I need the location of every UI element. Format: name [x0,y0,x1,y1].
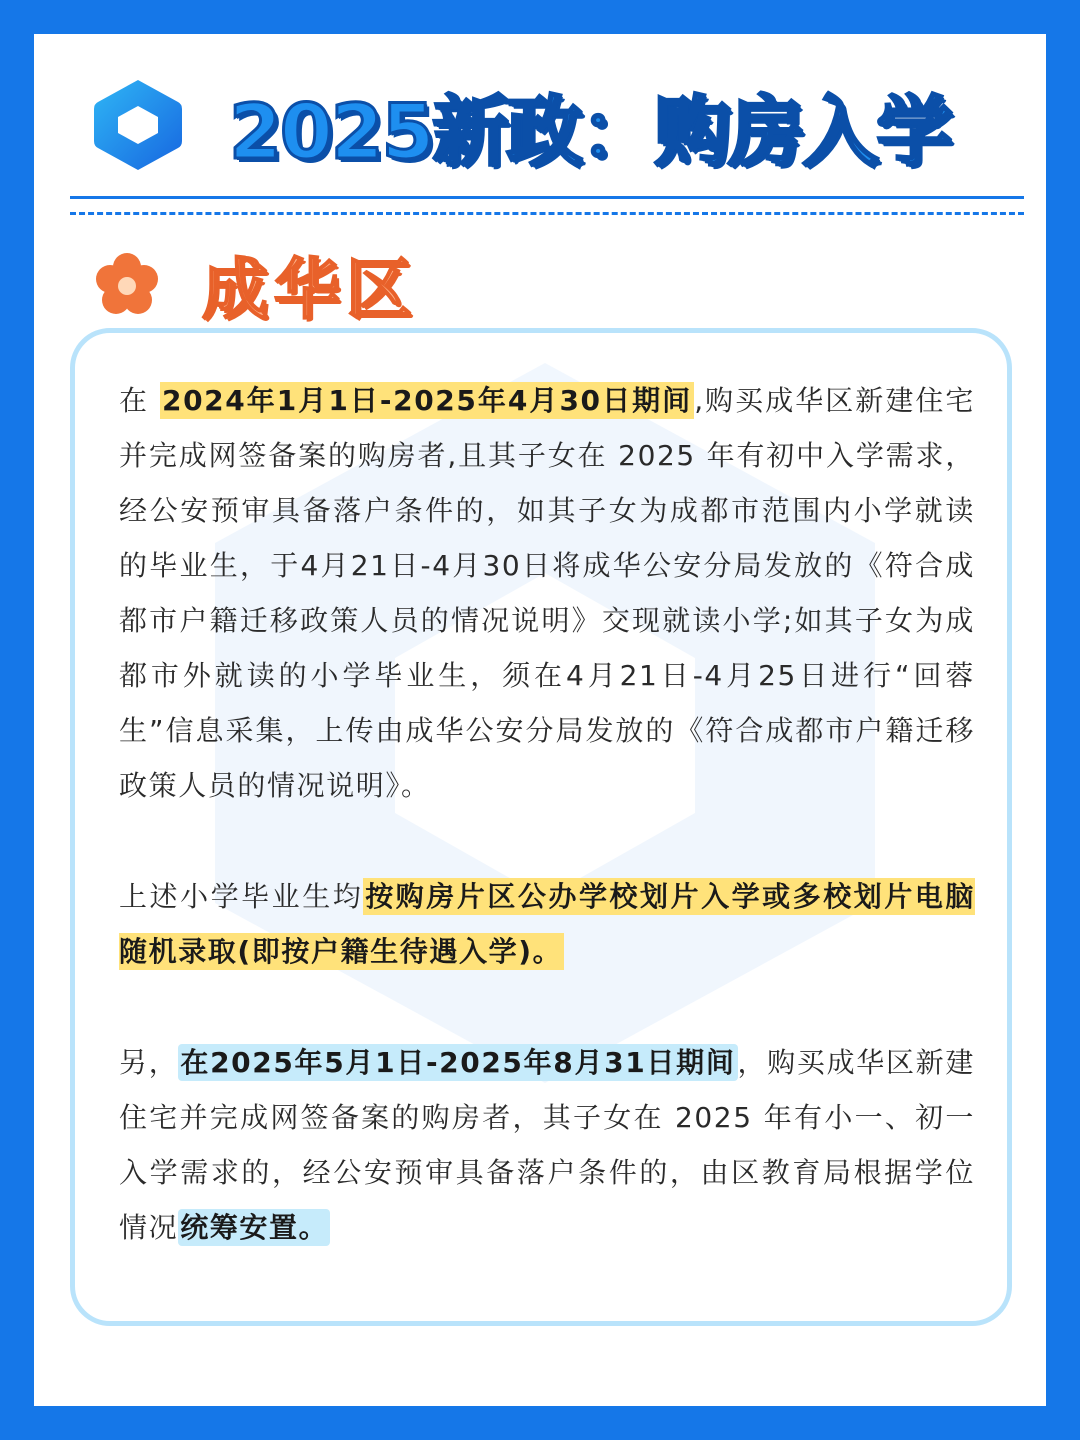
paragraph-1 [119,373,975,813]
section-title: 成华区 [202,250,418,328]
page-title: 2025新政：购房入学 [229,87,951,176]
policy-text [119,373,975,1255]
paragraph-1-prefix: 在 [119,384,160,417]
paragraph-3 [119,1035,975,1255]
paragraph-2 [119,869,975,979]
content-card [70,328,1012,1326]
paragraph-2-prefix: 上述小学毕业生均 [119,880,364,913]
highlight-placement: 统筹安置。 [180,1211,329,1244]
paragraph-1-body: ,购买成华区新建住宅并完成网签备案的购房者,且其子女在 2025 年有初中入学需求，经公安预审具备落户条件的，如其子女为成都市范围内小学就读的毕业生，于4月21日-4月30日将成华公安分局发放的《符合成都市户籍迁移政策人员的情况说明》交现就读小学;如其子女为成都市外就读的小学毕业生，须在4月21日-4月25日进行“回蓉生”信息采集，上传由成华公安分局发放的《符合成都市户籍迁移政策人员的情况说明》。 [119,384,976,802]
highlight-period-2: 在2025年5月1日-2025年8月31日期间 [180,1046,736,1079]
highlight-admission-rule: 按购房片区公办学校划片入学或多校划片电脑随机录取(即按户籍生待遇入学)。 [119,880,975,968]
paragraph-3-body: ，购买成华区新建住宅并完成网签备案的购房者，其子女在 2025 年有小一、初一入学需求的，经公安预审具备落户条件的，由区教育局根据学位情况 [119,1046,975,1244]
highlight-period-1: 2024年1月1日-2025年4月30日期间 [161,384,693,417]
flower-icon [94,252,160,318]
page-sheet [34,34,1046,1406]
title-divider [70,196,1024,199]
paragraph-3-prefix: 另， [119,1046,179,1079]
title-dashed-divider [70,212,1024,215]
hexagon-logo-icon [92,76,184,174]
